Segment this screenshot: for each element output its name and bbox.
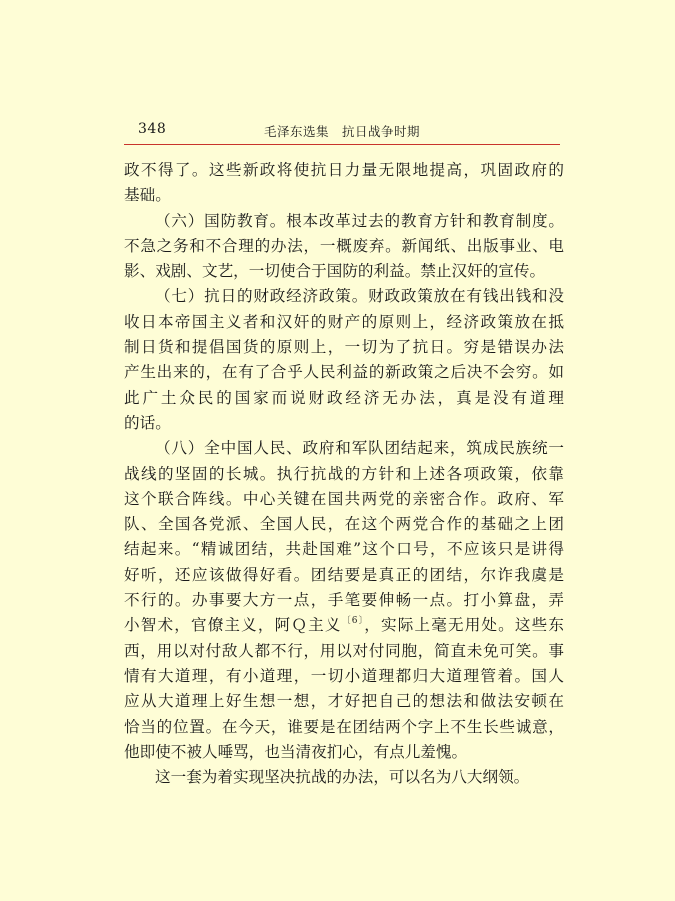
body-text	[124, 158, 564, 790]
text-line: 西，用以对付敌人都不行，用以对付同胞，简直未免可笑。事	[124, 641, 564, 660]
text-line: 制日货和提倡国货的原则上，一切为了抗日。穷是错误办法	[124, 338, 564, 357]
text-segment: ，实际上毫无用处。这些东	[364, 616, 564, 635]
text-line: 的话。	[124, 413, 171, 432]
paragraph-start-line: 这一套为着实现坚决抗战的办法，可以名为八大纲领。	[155, 768, 530, 787]
running-title: 毛泽东选集 抗日战争时期	[263, 124, 420, 139]
text-line: 此广土众民的国家而说财政经济无办法，真是没有道理	[124, 388, 564, 407]
paragraph-start-line: （六）国防教育。根本改革过去的教育方针和教育制度。	[155, 211, 564, 230]
text-line: 收日本帝国主义者和汉奸的财产的原则上，经济政策放在抵	[124, 312, 564, 331]
text-line: 好听，还应该做得好看。团结要是真正的团结，尔诈我虞是	[124, 565, 564, 584]
paragraph-start-line: （八）全中国人民、政府和军队团结起来，筑成民族统一	[155, 439, 564, 458]
text-line: 基础。	[124, 186, 171, 205]
text-line-with-footnote	[124, 613, 564, 638]
text-line: 应从大道理上好生想一想，才好把自己的想法和做法安顿在	[124, 692, 564, 711]
text-line: 政不得了。这些新政将使抗日力量无限地提高，巩固政府的	[124, 161, 564, 179]
text-line: 他即使不被人唾骂，也当清夜扪心，有点儿羞愧。	[124, 742, 468, 761]
text-line: 战线的坚固的长城。执行抗战的方针和上述各项政策，依靠	[124, 464, 564, 483]
text-line: 结起来。“精诚团结，共赴国难”这个口号，不应该只是讲得	[124, 540, 564, 559]
text-line: 影、戏剧、文艺，一切使合于国防的利益。禁止汉奸的宣传。	[124, 262, 546, 281]
footnote-marker[interactable]: 〔6〕	[341, 616, 365, 627]
page-number: 348	[138, 121, 167, 137]
text-line: 这个联合阵线。中心关键在国共两党的亲密合作。政府、军	[124, 489, 564, 508]
text-line: 队、全国各党派、全国人民，在这个两党合作的基础之上团	[124, 515, 564, 534]
page-header	[124, 118, 560, 142]
text-segment: 小智术，官僚主义，阿Ｑ主义	[124, 616, 342, 635]
text-line: 情有大道理，有小道理，一切小道理都归大道理管着。国人	[124, 666, 564, 685]
text-line: 产生出来的，在有了合乎人民利益的新政策之后决不会穷。如	[124, 363, 564, 382]
text-line: 不行的。办事要大方一点，手笔要伸畅一点。打小算盘，弄	[124, 591, 564, 610]
text-line: 恰当的位置。在今天，谁要是在团结两个字上不生长些诚意，	[124, 717, 564, 736]
paragraph-start-line: （七）抗日的财政经济政策。财政政策放在有钱出钱和没	[155, 287, 564, 306]
header-rule	[124, 144, 560, 145]
text-line: 不急之务和不合理的办法，一概废弃。新闻纸、出版事业、电	[124, 236, 564, 255]
